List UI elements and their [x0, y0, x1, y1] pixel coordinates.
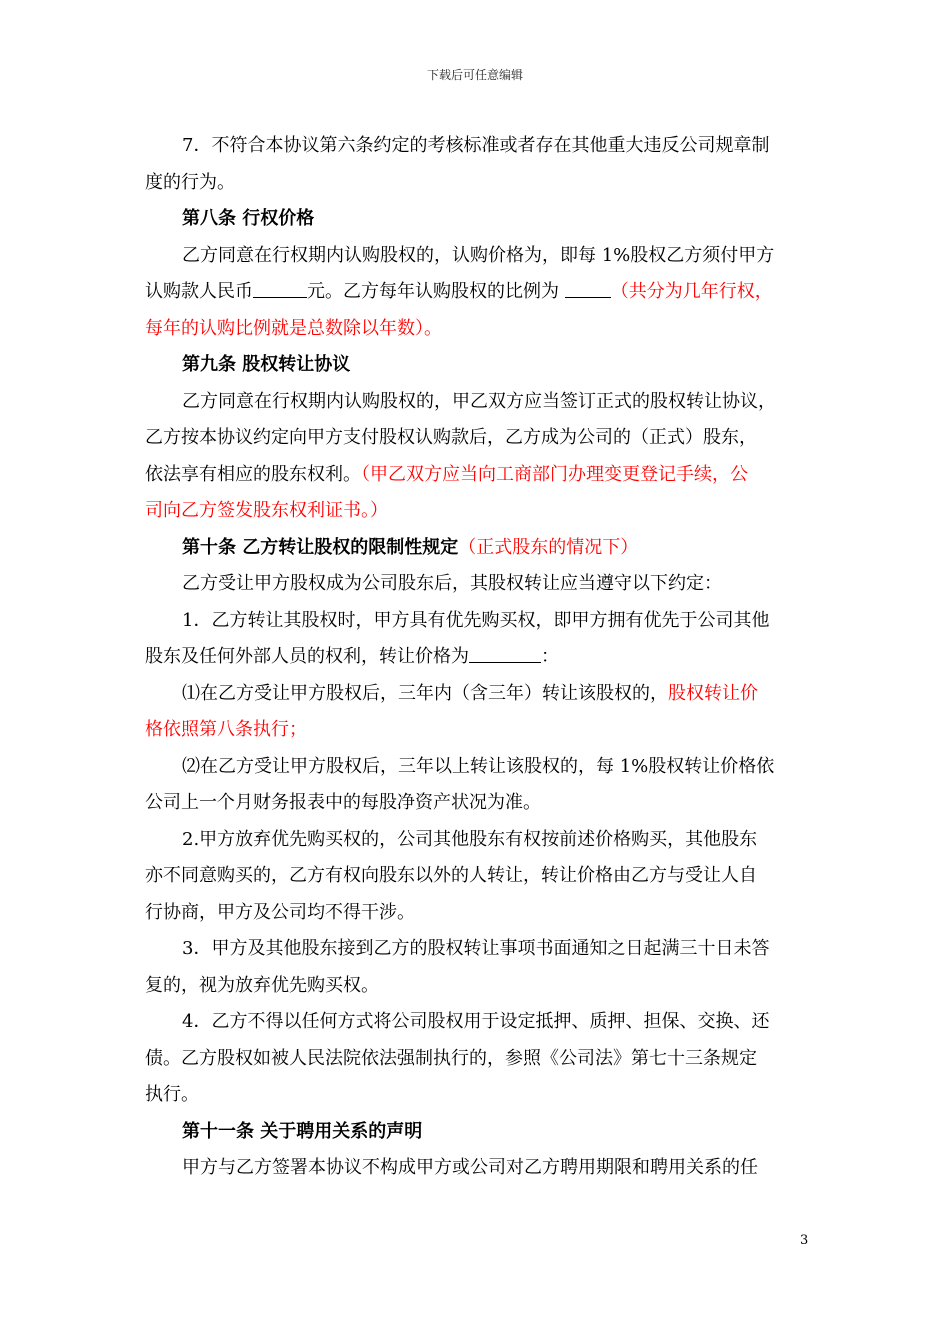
paragraph-line: 乙方同意在行权期内认购股权的，甲乙双方应当签订正式的股权转让协议，: [182, 390, 776, 412]
paragraph-line: 乙方按本协议约定向甲方支付股权认购款后，乙方成为公司的（正式）股东，: [145, 427, 757, 448]
paragraph-line: 3．甲方及其他股东接到乙方的股权转让事项书面通知之日起满三十日未答: [182, 938, 770, 959]
page-number: 3: [800, 1233, 809, 1248]
paragraph-line: [145, 676, 810, 713]
paragraph-line: 度的行为。: [145, 171, 235, 193]
red-note-line: 格依照第八条执行；: [145, 719, 307, 740]
fill-in-blank: [565, 279, 611, 298]
fill-in-blank: [469, 644, 541, 663]
paragraph-line: 甲方与乙方签署本协议不构成甲方或公司对乙方聘用期限和聘用关系的任: [182, 1157, 758, 1178]
page-header-note: 下载后可任意编辑: [426, 68, 523, 82]
paragraph-line: 行协商，甲方及公司均不得干涉。: [145, 901, 415, 923]
paragraph-line: 公司上一个月财务报表中的每股净资产状况为准。: [145, 792, 541, 813]
paragraph-line: 7．不符合本协议第六条约定的考核标准或者存在其他重大违反公司规章制: [182, 135, 770, 156]
paragraph-line: [145, 457, 810, 494]
red-note: （共分为几年行权，: [610, 281, 773, 302]
article-10-heading: [145, 530, 810, 567]
paragraph-line: [145, 274, 810, 311]
text-segment: 依法享有相应的股东权利。: [145, 463, 361, 485]
text-segment: ：: [541, 646, 559, 667]
paragraph-line: 复的，视为放弃优先购买权。: [145, 974, 379, 996]
fill-in-blank: [253, 279, 307, 298]
red-note-line: 司向乙方签发股东权利证书。）: [145, 500, 388, 521]
text-segment: 股东及任何外部人员的权利，转让价格为: [145, 646, 469, 667]
paragraph-line: 1．乙方转让其股权时，甲方具有优先购买权，即甲方拥有优先于公司其他: [182, 609, 770, 631]
paragraph-line: [145, 639, 810, 676]
paragraph-line: 乙方受让甲方股权成为公司股东后，其股权转让应当遵守以下约定：: [182, 573, 722, 594]
text-segment: ⑴在乙方受让甲方股权后，三年内（含三年）转让该股权的，: [182, 682, 668, 704]
paragraph-line: 执行。: [145, 1084, 199, 1105]
paragraph-line: 4．乙方不得以任何方式将公司股权用于设定抵押、质押、担保、交换、还: [182, 1011, 770, 1032]
article-8-heading: 第八条 行权价格: [182, 208, 315, 229]
red-note: 股权转让价: [668, 682, 758, 704]
red-note: （正式股东的情况下）: [458, 536, 639, 558]
article-11-heading: 第十一条 关于聘用关系的声明: [182, 1120, 423, 1142]
paragraph-line: 债。乙方股权如被人民法院依法强制执行的，参照《公司法》第七十三条规定: [145, 1047, 757, 1069]
heading-text: 第十条 乙方转让股权的限制性规定: [182, 536, 459, 558]
paragraph-line: 2.甲方放弃优先购买权的，公司其他股东有权按前述价格购买，其他股东: [182, 828, 758, 850]
document-body: [145, 128, 810, 1187]
paragraph-line: 乙方同意在行权期内认购股权的，认购价格为，即每 1%股权乙方须付甲方: [182, 244, 775, 266]
paragraph-line: ⑵在乙方受让甲方股权后，三年以上转让该股权的，每 1%股权转让价格依: [182, 755, 775, 777]
red-note-line: 每年的认购比例就是总数除以年数）。: [145, 317, 442, 339]
text-segment: 元。乙方每年认购股权的比例为: [307, 281, 565, 302]
text-segment: 认购款人民币: [145, 281, 253, 302]
red-note: （甲乙双方应当向工商部门办理变更登记手续，公: [361, 463, 748, 485]
article-9-heading: 第九条 股权转让协议: [182, 354, 351, 375]
paragraph-line: 亦不同意购买的，乙方有权向股东以外的人转让，转让价格由乙方与受让人自: [145, 865, 757, 886]
